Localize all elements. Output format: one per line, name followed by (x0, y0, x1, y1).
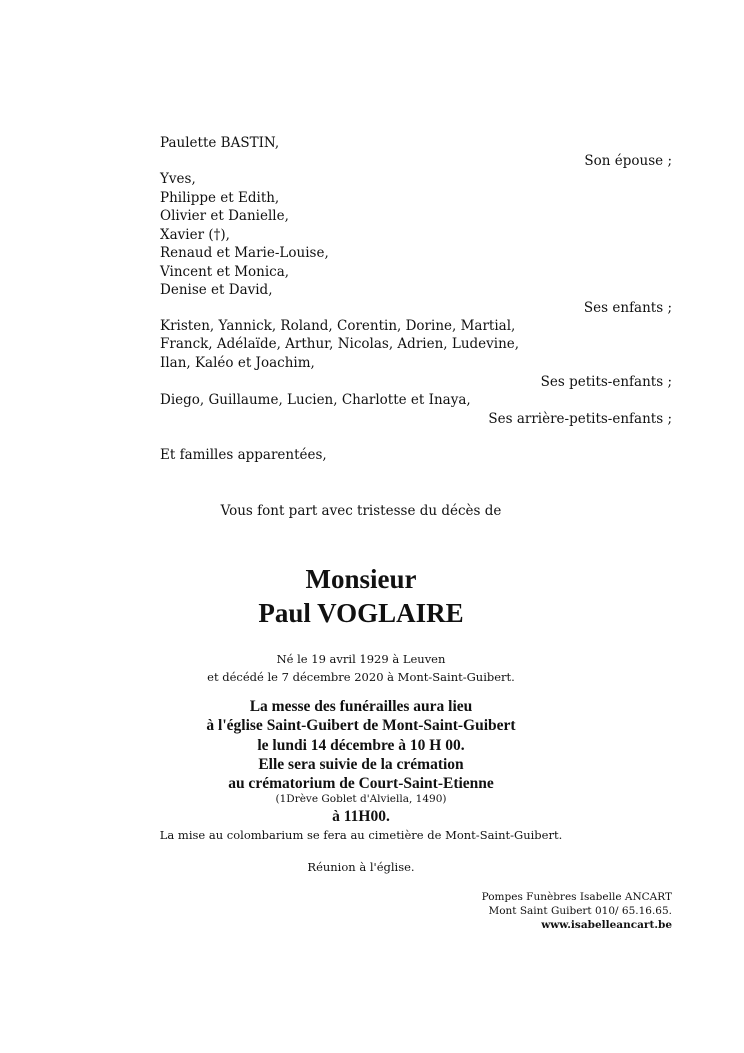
ceremony-line: à l'église Saint-Guibert de Mont-Saint-Guibert (206, 717, 516, 734)
ceremony-line: le lundi 14 décembre à 10 H 00. (257, 737, 465, 754)
relatives: Et familles apparentées, (160, 447, 327, 463)
great-grandchildren: Diego, Guillaume, Lucien, Charlotte et Inaya, (160, 392, 471, 408)
grandchildren-line: Franck, Adélaïde, Arthur, Nicolas, Adrien, Ludevine, (160, 336, 520, 352)
death-date: et décédé le 7 décembre 2020 à Mont-Saint-Guibert. (207, 670, 515, 684)
birth-date: Né le 19 avril 1929 à Leuven (276, 652, 446, 666)
child-item: Olivier et Danielle, (160, 208, 289, 224)
children-role: Ses enfants ; (583, 300, 672, 316)
child-item: Xavier (†), (160, 227, 230, 243)
columbarium-note: La mise au colombarium se fera au cimetière de Mont-Saint-Guibert. (159, 828, 563, 842)
great-grandchildren-role: Ses arrière-petits-enfants ; (488, 411, 672, 427)
funeral-contact: Mont Saint Guibert 010/ 65.16.65. (488, 905, 672, 917)
grandchildren-role: Ses petits-enfants ; (540, 374, 672, 390)
grandchildren-line: Ilan, Kaléo et Joachim, (160, 355, 315, 371)
deceased-name: Paul VOGLAIRE (258, 598, 464, 628)
spouse-role: Son épouse ; (584, 153, 672, 169)
child-item: Renaud et Marie-Louise, (160, 245, 329, 261)
child-item: Philippe et Edith, (160, 190, 280, 206)
child-item: Yves, (160, 171, 196, 187)
deceased-title: Monsieur (305, 564, 417, 594)
spouse-name: Paulette BASTIN, (160, 135, 280, 151)
crematorium-address: (1Drève Goblet d'Alviella, 1490) (275, 793, 447, 805)
funeral-company: Pompes Funèbres Isabelle ANCART (481, 891, 672, 903)
grandchildren-line: Kristen, Yannick, Roland, Corentin, Dorine, Martial, (160, 318, 516, 334)
reunion-note: Réunion à l'église. (307, 860, 415, 874)
child-item: Denise et David, (160, 282, 273, 298)
ceremony-line: Elle sera suivie de la crémation (258, 756, 464, 773)
funeral-website-link[interactable]: www.isabelleancart.be (541, 919, 672, 931)
ceremony-line: La messe des funérailles aura lieu (249, 698, 473, 715)
announcement: Vous font part avec tristesse du décès de (220, 503, 502, 519)
ceremony-time: à 11H00. (332, 808, 390, 825)
child-item: Vincent et Monica, (160, 264, 290, 280)
ceremony-line: au crématorium de Court-Saint-Etienne (228, 775, 494, 792)
